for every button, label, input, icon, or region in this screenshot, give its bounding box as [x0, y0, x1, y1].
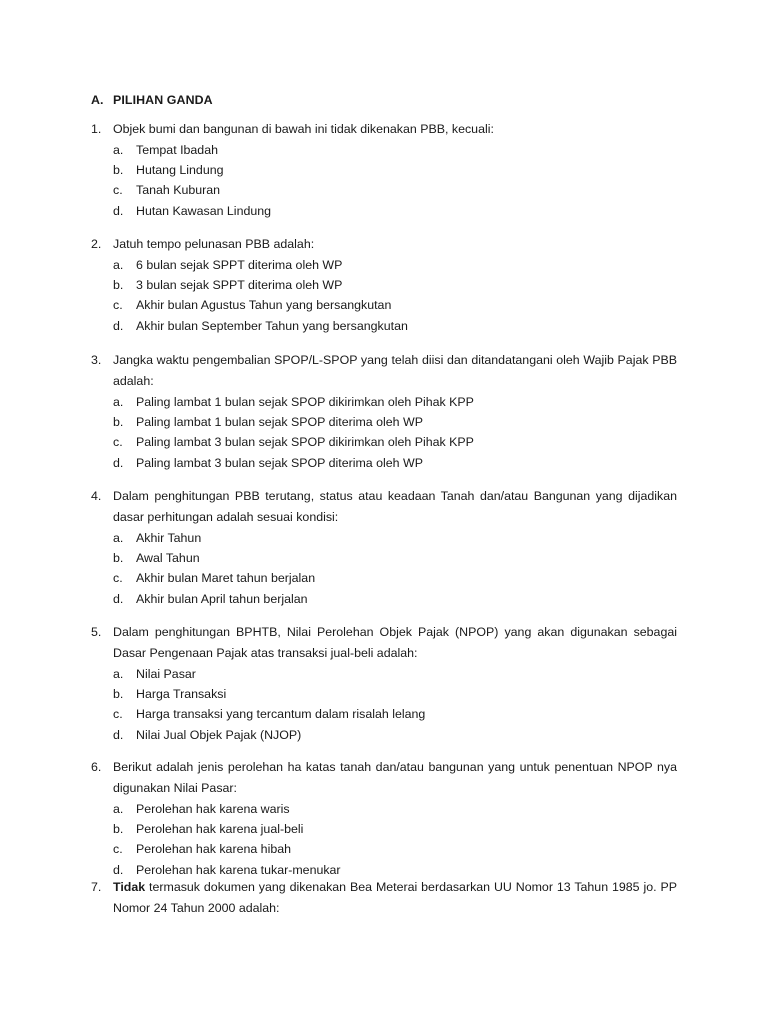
option-b: b. Awal Tahun	[113, 551, 200, 566]
question-number: 5.	[91, 625, 102, 639]
question-number: 4.	[91, 489, 102, 503]
question-stem	[113, 877, 677, 919]
option-d: d. Perolehan hak karena tukar-menukar	[113, 862, 341, 877]
option-d: d. Akhir bulan September Tahun yang bersangkutan	[113, 318, 408, 333]
option-a: a. Paling lambat 1 bulan sejak SPOP dikirimkan oleh Pihak KPP	[113, 395, 474, 409]
section-heading	[91, 93, 213, 107]
option-c: c. Harga transaksi yang tercantum dalam risalah lelang	[113, 707, 426, 722]
option-list	[113, 140, 677, 221]
question-number: 2.	[91, 237, 102, 251]
option-list	[113, 392, 677, 473]
question-stem: Dalam penghitungan BPHTB, Nilai Perolehan Objek Pajak (NPOP) yang akan digunakan sebagai Dasar Pengenaan Pajak atas transaksi jual-beli adalah:	[113, 625, 677, 660]
question-7	[91, 877, 677, 919]
question-stem-text: termasuk dokumen yang dikenakan Bea Meterai berdasarkan UU Nomor 13 Tahun 1985 jo. PP Nomor 24 Tahun 2000 adalah:	[113, 880, 677, 915]
option-c: c. Perolehan hak karena hibah	[113, 842, 291, 857]
question-stem: Dalam penghitungan PBB terutang, status atau keadaan Tanah dan/atau Bangunan yang dijadikan dasar perhitungan adalah sesuai kondisi:	[113, 489, 677, 524]
option-a: a. Akhir Tahun	[113, 531, 202, 545]
option-d: d. Akhir bulan April tahun berjalan	[113, 591, 308, 606]
option-c: c. Paling lambat 3 bulan sejak SPOP dikirimkan oleh Pihak KPP	[113, 435, 474, 450]
option-list	[113, 255, 677, 336]
question-2	[91, 234, 677, 336]
question-3	[91, 350, 677, 473]
option-a: a. Tempat Ibadah	[113, 143, 218, 157]
question-1	[91, 119, 677, 221]
question-6	[91, 757, 677, 880]
option-b: b. Perolehan hak karena jual-beli	[113, 822, 304, 837]
option-a: a. Nilai Pasar	[113, 667, 196, 681]
option-d: d. Hutan Kawasan Lindung	[113, 203, 272, 218]
option-b: b. Harga Transaksi	[113, 687, 227, 702]
option-list	[113, 664, 677, 745]
question-5	[91, 622, 677, 745]
option-a: a. Perolehan hak karena waris	[113, 802, 290, 816]
option-list	[113, 799, 677, 880]
question-number: 6.	[91, 760, 102, 774]
option-c: c. Akhir bulan Agustus Tahun yang bersangkutan	[113, 298, 392, 313]
option-c: c. Tanah Kuburan	[113, 183, 221, 198]
option-a: a. 6 bulan sejak SPPT diterima oleh WP	[113, 258, 343, 272]
question-stem: Jatuh tempo pelunasan PBB adalah:	[113, 237, 315, 251]
option-d: d. Paling lambat 3 bulan sejak SPOP diterima oleh WP	[113, 455, 423, 470]
question-stem: Berikut adalah jenis perolehan ha katas tanah dan/atau bangunan yang untuk penentuan NPOP nya digunakan Nilai Pasar:	[113, 760, 677, 795]
option-b: b. 3 bulan sejak SPPT diterima oleh WP	[113, 278, 343, 293]
option-b: b. Hutang Lindung	[113, 163, 224, 178]
question-stem: Jangka waktu pengembalian SPOP/L-SPOP yang telah diisi dan ditandatangani oleh Wajib Pajak PBB adalah:	[113, 353, 677, 388]
emphasis-word: Tidak	[113, 880, 146, 894]
question-number: 1.	[91, 122, 102, 136]
section-title: PILIHAN GANDA	[113, 93, 213, 107]
option-c: c. Akhir bulan Maret tahun berjalan	[113, 571, 316, 586]
question-stem: Objek bumi dan bangunan di bawah ini tidak dikenakan PBB, kecuali:	[113, 122, 494, 136]
option-d: d. Nilai Jual Objek Pajak (NJOP)	[113, 727, 302, 742]
section-letter: A.	[91, 93, 104, 107]
option-b: b. Paling lambat 1 bulan sejak SPOP diterima oleh WP	[113, 415, 423, 430]
question-number: 3.	[91, 353, 102, 367]
question-number: 7.	[91, 880, 102, 894]
question-4	[91, 486, 677, 609]
option-list	[113, 528, 677, 609]
